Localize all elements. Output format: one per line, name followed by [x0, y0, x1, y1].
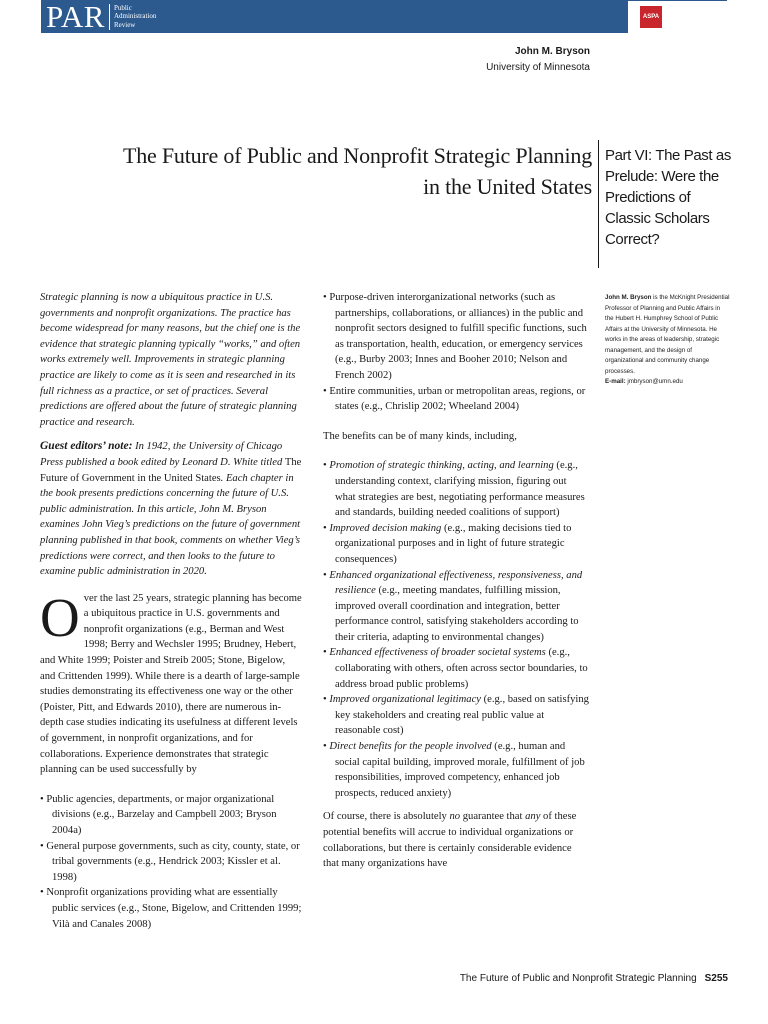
article-title: The Future of Public and Nonprofit Strategic Planning in the United States [122, 143, 592, 199]
bio-text: is the McKnight Presidential Professor of Planning and Public Affairs in the Hubert H. Humphrey School of Public Affairs at the University of Minnesota. He works in the areas of leadership, strategic management, and the design of organizational and community change processes. [605, 294, 730, 375]
logo-divider [109, 4, 110, 30]
benefit-item: • Promotion of strategic thinking, acting, and learning (e.g., understanding context, clarifying mission, figuring out what strategies are best, negotiating performance measures and standards, building needed coalitions of support) [323, 460, 585, 519]
benefits-intro: The benefits can be of many kinds, including, [323, 430, 517, 442]
list-item: • Purpose-driven interorganizational networks (such as partnerships, collaborations, or alliances) in the public and nonprofit sectors designed to fulfill specific functions, such as transportation, health, education, or emergency services (e.g., Burby 2003; Innes and Booher 2010; Nelson and French 2002) [323, 292, 587, 381]
drop-cap: O [40, 586, 80, 648]
benefit-item: • Enhanced effectiveness of broader societal systems (e.g., collaborating with others, often across sector boundaries, to address broad public problems) [323, 647, 588, 690]
email-label: E-mail: [605, 378, 626, 385]
benefit-item: • Direct benefits for the people involved (e.g., human and social capital building, improved morale, fulfillment of job responsibilities, improved competency, enhanced job prospects, reduced anxiety) [323, 741, 585, 799]
list-item: • General purpose governments, such as city, county, state, or tribal governments (e.g., Hendrick 2003; Kissler et al. 1998) [40, 840, 300, 883]
bio-author-name: John M. Bryson [605, 294, 652, 301]
sidebar-divider [598, 140, 599, 268]
page-number: S255 [704, 973, 728, 984]
series-part-title: Part VI: The Past as Prelude: Were the Predictions of Classic Scholars Correct? [605, 147, 731, 248]
closing-paragraph: Of course, there is absolutely no guarantee that any of these potential benefits will accrue to individual organizations or collaborations, but there is certainly considerable evidence that many organizations have [323, 811, 577, 870]
journal-logo [46, 1, 156, 32]
journal-abbr: PAR [46, 0, 105, 34]
abstract: Strategic planning is now a ubiquitous practice in U.S. governments and nonprofit organizations. The practice has become widespread for many reasons, but the chief one is the evidence that strategic planning typically “works,” and often works extremely well. Improvements in strategic planning practice are likely to come as it is seen and researched in its full richness as a practice, or set of practices. Several predictions are offered about the future of strategic planning practice and research. [40, 292, 301, 428]
aspa-seal-logo: ASPA [640, 6, 662, 28]
intro-paragraph: Over the last 25 years, strategic planning has become a ubiquitous practice in U.S. governments and nonprofit organizations (e.g., Berman and West 1998; Berry and Wechsler 1995; Brudney, Hebert, and White 1999; Poister and Streib 2005; Stone, Bigelow, and Crittenden 1999). While there is a dearth of large-sample studies demonstrating its effectiveness one way or the other (Poister, Pitt, and Edwards 2010), there are numerous in-depth case studies indicating its usefulness at different levels of government, in nonprofit organizations, and for collaborations. Experience demonstrates that strategic planning can be used successfully by [40, 586, 302, 776]
author-name: John M. Bryson [514, 46, 590, 57]
cited-book-title: The Future of Government in the United States [40, 456, 302, 484]
author-bio [605, 293, 730, 388]
benefit-item: • Improved decision making (e.g., making decisions tied to organizational purposes and in light of future strategic consequences) [323, 522, 572, 565]
author-block [486, 44, 590, 76]
page-footer [460, 973, 728, 984]
journal-name: Public Administration Review [113, 3, 157, 29]
author-email[interactable]: jmbryson@umn.edu [625, 378, 683, 385]
list-item: • Entire communities, urban or metropolitan areas, regions, or states (e.g., Chrislip 2002; Wheeland 2004) [323, 385, 586, 413]
author-affiliation: University of Minnesota [486, 62, 590, 73]
running-title: The Future of Public and Nonprofit Strategic Planning [459, 973, 697, 984]
list-item: • Nonprofit organizations providing what are essentially public services (e.g., Stone, Bigelow, and Crittenden 1999; Vilà and Canales 2008) [40, 887, 302, 930]
guest-editors-note: Guest editors’ note: In 1942, the University of Chicago Press published a book edited by Leonard D. White titled The Future of Government in the United States. Each chapter in the book presents predictions concerning the future of U.S. public administration. In this article, John M. Bryson examines John Vieg’s predictions on the future of government planning published in that book, comments on whether Vieg’s predictions were correct, and then looks to the future to examine public administration in 2020. [40, 440, 302, 578]
list-item: • Public agencies, departments, or major organizational divisions (e.g., Barzelay and Campbell 2003; Bryson 2004a) [40, 793, 277, 836]
text-column-left [40, 290, 303, 932]
guest-note-heading: Guest editors’ note: [40, 440, 133, 453]
benefit-item: • Improved organizational legitimacy (e.g., based on satisfying key stakeholders and creating real public value at reasonable cost) [323, 694, 589, 737]
text-column-right [323, 290, 589, 872]
benefit-item: • Enhanced organizational effectiveness, responsiveness, and resilience (e.g., meeting mandates, fulfilling mission, improved overall coordination and integration, better performance control, satisfying stakeholders according to their criteria, adapting to environmental changes) [323, 569, 583, 643]
